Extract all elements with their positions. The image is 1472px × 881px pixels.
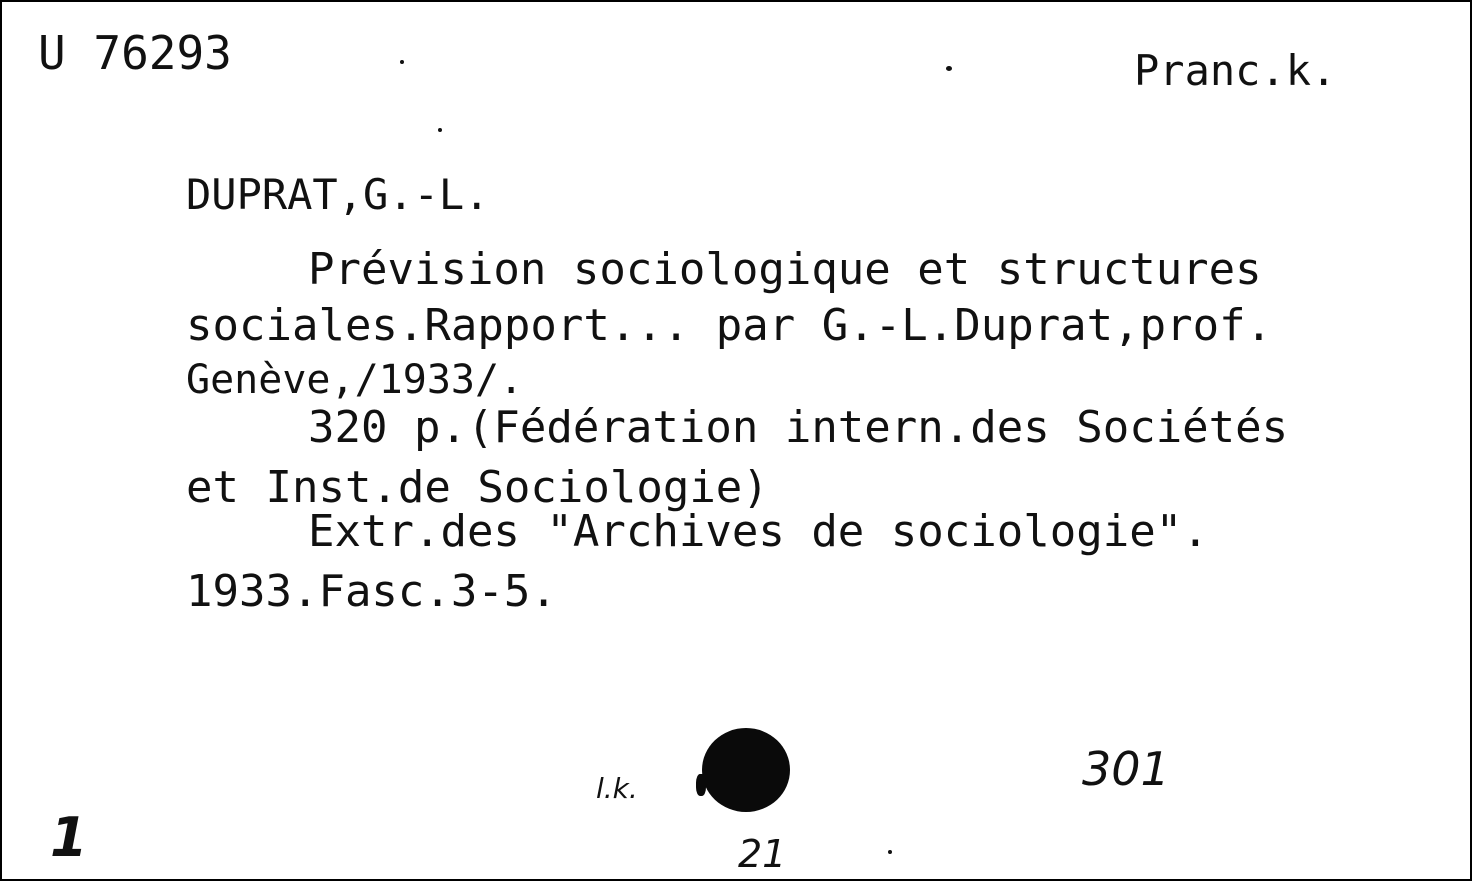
title-line-1: Prévision sociologique et structures (308, 244, 1262, 295)
collation-line-1: 320 p.(Fédération intern.des Sociétés (308, 402, 1289, 453)
note-line-1: Extr.des "Archives de sociologie". (308, 506, 1209, 557)
speck (888, 850, 892, 854)
title-line-3: Genève,/1933/. (186, 357, 524, 403)
note-line-2: 1933.Fasc.3-5. (186, 566, 557, 617)
author-heading: DUPRAT,G.-L. (186, 170, 490, 219)
handwritten-number: 301 (1082, 742, 1170, 796)
speck (946, 66, 952, 71)
ink-blot (702, 728, 790, 812)
ink-blot-edge (696, 774, 706, 796)
handwritten-bottom-number: 21 (738, 832, 787, 876)
speck (438, 128, 442, 132)
collection-mark: Pranc.k. (1134, 46, 1337, 95)
collation-line-2: et Inst.de Sociologie) (186, 462, 769, 513)
title-line-2: sociales.Rapport... par G.-L.Duprat,prof. (186, 300, 1273, 351)
speck (400, 60, 404, 64)
call-number: U 76293 (38, 26, 232, 80)
handwritten-left-number: 1 (50, 806, 88, 869)
handwritten-lk-mark: l.k. (596, 772, 638, 805)
